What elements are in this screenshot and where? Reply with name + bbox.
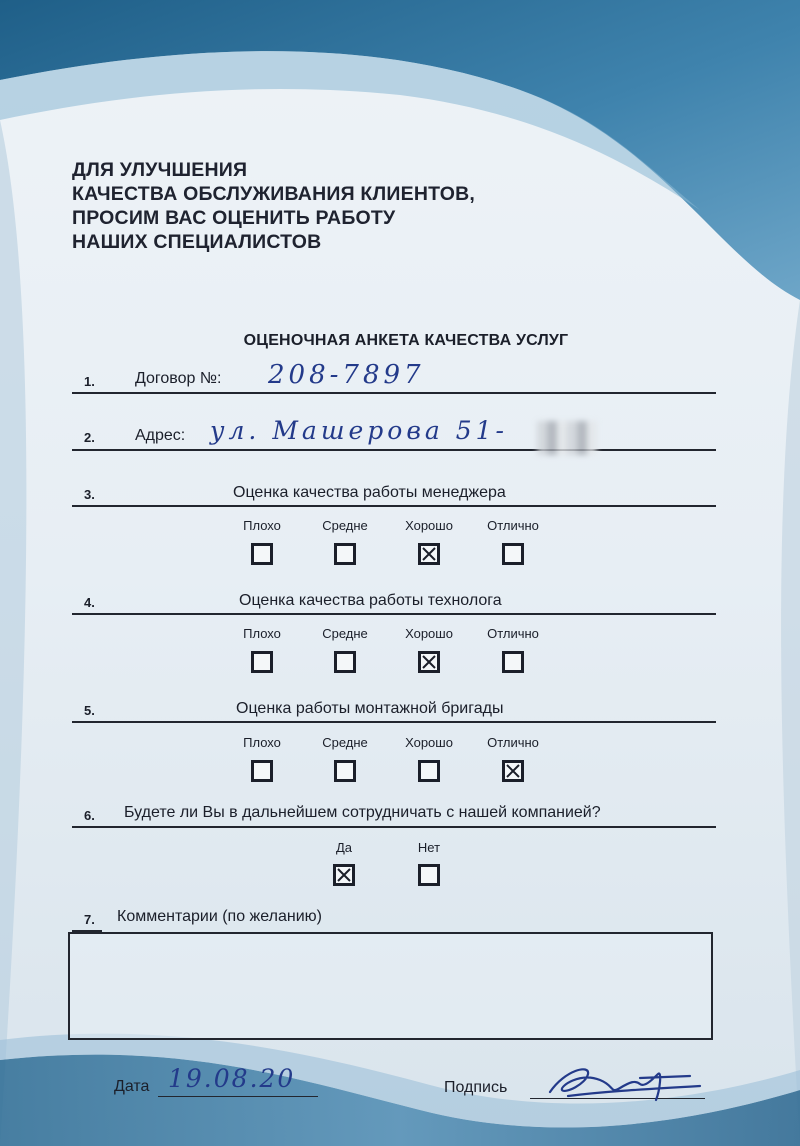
check-mark-icon xyxy=(421,546,437,562)
check-mark-icon xyxy=(505,763,521,779)
header-line: ПРОСИМ ВАС ОЦЕНИТЬ РАБОТУ xyxy=(72,207,396,229)
signature-handwritten[interactable] xyxy=(540,1060,710,1110)
question-number: 5. xyxy=(84,703,95,718)
checkbox-yes[interactable] xyxy=(333,864,355,886)
contract-number-handwritten[interactable]: 208-7897 xyxy=(268,360,425,390)
header-line: КАЧЕСТВА ОБСЛУЖИВАНИЯ КЛИЕНТОВ, xyxy=(72,183,476,205)
underline xyxy=(72,826,716,828)
signature-label: Подпись xyxy=(444,1079,508,1096)
checkbox-good[interactable] xyxy=(418,543,440,565)
question-label: Оценка качества работы менеджера xyxy=(233,484,506,501)
date-label: Дата xyxy=(114,1078,150,1095)
checkbox-average[interactable] xyxy=(334,760,356,782)
option-label-good: Хорошо xyxy=(405,626,453,641)
option-label-excellent: Отлично xyxy=(487,626,539,641)
underline xyxy=(72,392,716,394)
underline xyxy=(72,613,716,615)
option-label-poor: Плохо xyxy=(243,518,281,533)
question-number: 3. xyxy=(84,487,95,502)
question-number: 7. xyxy=(84,912,95,927)
question-number: 4. xyxy=(84,595,95,610)
checkbox-average[interactable] xyxy=(334,543,356,565)
comment-textarea[interactable] xyxy=(68,932,713,1040)
address-label: Адрес: xyxy=(135,427,186,444)
checkbox-poor[interactable] xyxy=(251,651,273,673)
check-mark-icon xyxy=(421,654,437,670)
checkbox-good[interactable] xyxy=(418,651,440,673)
option-label-yes: Да xyxy=(335,840,353,855)
checkbox-excellent[interactable] xyxy=(502,760,524,782)
option-label-average: Средне xyxy=(322,518,368,533)
header-text xyxy=(72,158,475,254)
underline xyxy=(72,449,716,451)
question-label: Оценка работы монтажной бригады xyxy=(236,700,504,717)
underline xyxy=(72,721,716,723)
question-label: Комментарии (по желанию) xyxy=(117,908,322,925)
option-label-poor: Плохо xyxy=(243,626,281,641)
option-label-good: Хорошо xyxy=(405,518,453,533)
option-label-excellent: Отлично xyxy=(487,735,539,750)
option-label-poor: Плохо xyxy=(243,735,281,750)
checkbox-poor[interactable] xyxy=(251,543,273,565)
option-label-no: Нет xyxy=(417,840,441,855)
checkbox-excellent[interactable] xyxy=(502,651,524,673)
form-title: ОЦЕНОЧНАЯ АНКЕТА КАЧЕСТВА УСЛУГ xyxy=(243,332,569,349)
checkbox-no[interactable] xyxy=(418,864,440,886)
checkbox-average[interactable] xyxy=(334,651,356,673)
option-label-average: Средне xyxy=(322,626,368,641)
question-number: 6. xyxy=(84,808,95,823)
question-number: 2. xyxy=(84,430,95,445)
check-mark-icon xyxy=(336,867,352,883)
address-handwritten[interactable]: ул. Машерова 51- xyxy=(210,416,509,445)
option-label-average: Средне xyxy=(322,735,368,750)
question-number: 1. xyxy=(84,374,95,389)
header-line: ДЛЯ УЛУЧШЕНИЯ xyxy=(72,159,248,181)
checkbox-good[interactable] xyxy=(418,760,440,782)
question-label: Будете ли Вы в дальнейшем сотрудничать с нашей компанией? xyxy=(124,804,601,821)
option-label-good: Хорошо xyxy=(405,735,453,750)
checkbox-poor[interactable] xyxy=(251,760,273,782)
question-label: Оценка качества работы технолога xyxy=(239,592,502,609)
header-line: НАШИХ СПЕЦИАЛИСТОВ xyxy=(72,231,322,253)
date-handwritten[interactable]: 19.08.20 xyxy=(168,1064,296,1093)
date-underline xyxy=(158,1096,318,1097)
option-label-excellent: Отлично xyxy=(487,518,539,533)
underline xyxy=(72,505,716,507)
redacted-area xyxy=(537,421,597,455)
checkbox-excellent[interactable] xyxy=(502,543,524,565)
contract-label: Договор №: xyxy=(135,370,222,387)
